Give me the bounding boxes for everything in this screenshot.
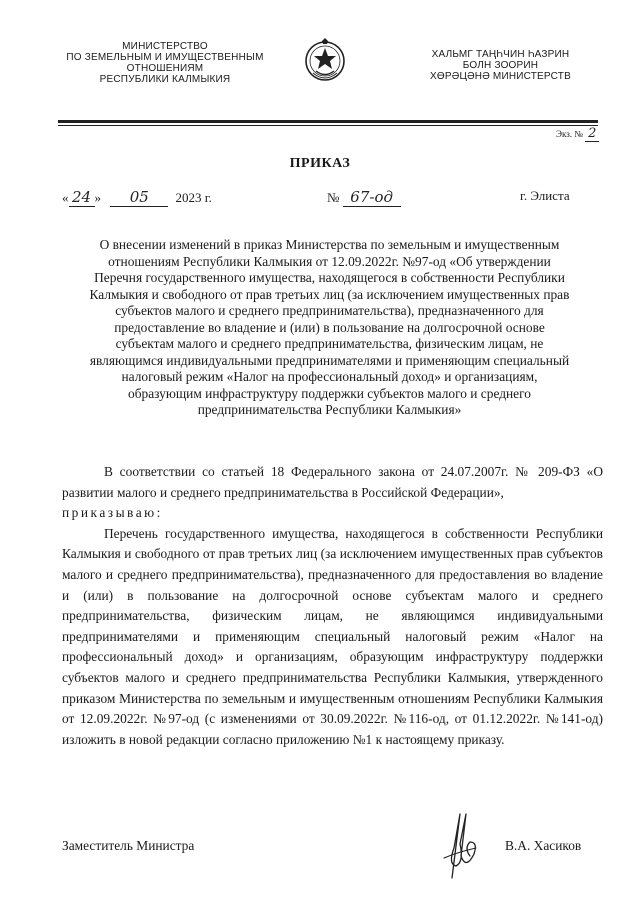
subject-line: образующим инфраструктуру поддержки субъектов малого и среднего: [128, 385, 531, 401]
signer-position: Заместитель Министра: [62, 838, 195, 853]
header-divider-thin: [58, 125, 598, 126]
document-title: ПРИКАЗ: [289, 156, 351, 171]
header-right-line: ХАЛЬМГ ТАҢҺЧИН ҺАЗРИН: [431, 49, 570, 60]
subject-line: являющимся индивидуальными предпринимателями и применяющим специальный: [89, 352, 570, 368]
order-city: г. Элиста: [520, 188, 570, 203]
body-paragraph-preamble: В соответствии со статьей 18 Федерального закона от 24.07.2007г. № 209-ФЗ «О развитии малого и среднего предпринимательства в Российской Федерации»,: [62, 464, 603, 500]
signer-name: В.А. Хасиков: [505, 838, 582, 853]
header-left-line: ПО ЗЕМЕЛЬНЫМ И ИМУЩЕСТВЕННЫМ: [66, 52, 264, 63]
date-month: 05: [110, 188, 168, 207]
date-year: 2023 г.: [175, 190, 212, 205]
date-close-quote: »: [94, 190, 101, 205]
handwritten-signature-icon: [430, 808, 490, 886]
ministry-name-russian: [60, 41, 270, 85]
subject-line: отношениям Республики Калмыкия от 12.09.2022г. №97-од «Об утверждении: [108, 253, 551, 269]
ministry-name-kalmyk: [408, 49, 593, 82]
subject-line: налоговый режим «Налог на профессиональный доход» и организациям,: [121, 369, 538, 384]
order-body: [62, 462, 603, 750]
order-subject: [62, 237, 597, 419]
subject-line: субъектам малого и среднего предпринимательства, физическим лицам, не: [115, 336, 544, 351]
header-left-line: МИНИСТЕРСТВО: [122, 41, 208, 52]
subject-line: Перечня государственного имущества, находящегося в собственности Республики: [94, 270, 565, 285]
order-number: [327, 188, 401, 207]
order-number-label: №: [327, 190, 340, 205]
header-divider-thick: [58, 120, 598, 123]
subject-line: предоставление во владение и (или) в пользование на долгосрочной основе: [114, 319, 545, 335]
copy-number: [556, 126, 599, 141]
order-number-value: 67-од: [343, 188, 401, 207]
date-day: 24: [69, 188, 95, 207]
order-date: [62, 188, 212, 207]
header-left-line: ОТНОШЕНИЯМ: [126, 63, 204, 74]
header-left-line: РЕСПУБЛИКИ КАЛМЫКИЯ: [99, 74, 231, 85]
order-command-word: приказываю:: [62, 505, 163, 521]
header-right-line: БОЛН ЗООРИН: [462, 60, 539, 71]
subject-line: субъектов малого и среднего предпринимательства), предназначенного для: [115, 303, 544, 318]
coat-of-arms-emblem-icon: [303, 37, 347, 87]
copy-number-value: 2: [585, 126, 599, 142]
subject-line: предпринимательства Республики Калмыкия»: [197, 402, 462, 417]
body-paragraph-main: Перечень государственного имущества, находящегося в собственности Республики Калмыкия и свободного от прав третьих лиц (за исключением имущественных прав субъектов малого и среднего предпринимательства), предназначенного для предоставления во владение и (или) в пользование на долгосрочной основе субъектам малого и среднего предпринимательства, физическим лицам, не являющимся индивидуальными предпринимателями и применяющим специальный налоговый режим «Налог на профессиональный доход» и организациям, образующим инфраструктуру поддержки субъектов малого и среднего предпринимательства Республики Калмыкия, утвержденного приказом Министерства по земельным и имущественным отношениям Республики Калмыкия от 12.09.2022г. №97-од (с изменениями от 30.09.2022г. №116-од, от 01.12.2022г. №141-од) изложить в новой редакции согласно приложению №1 к настоящему приказу.: [62, 525, 603, 747]
subject-line: Калмыкия и свободного от прав третьих лиц (за исключением имущественных прав: [89, 286, 570, 302]
copy-number-label: Экз. №: [556, 129, 583, 139]
header-right-line: ХӨРӘЦӘНӘ МИНИСТЕРСТВ: [430, 71, 571, 82]
subject-line: О внесении изменений в приказ Министерства по земельным и имущественным: [99, 237, 560, 252]
date-open-quote: «: [62, 190, 69, 205]
